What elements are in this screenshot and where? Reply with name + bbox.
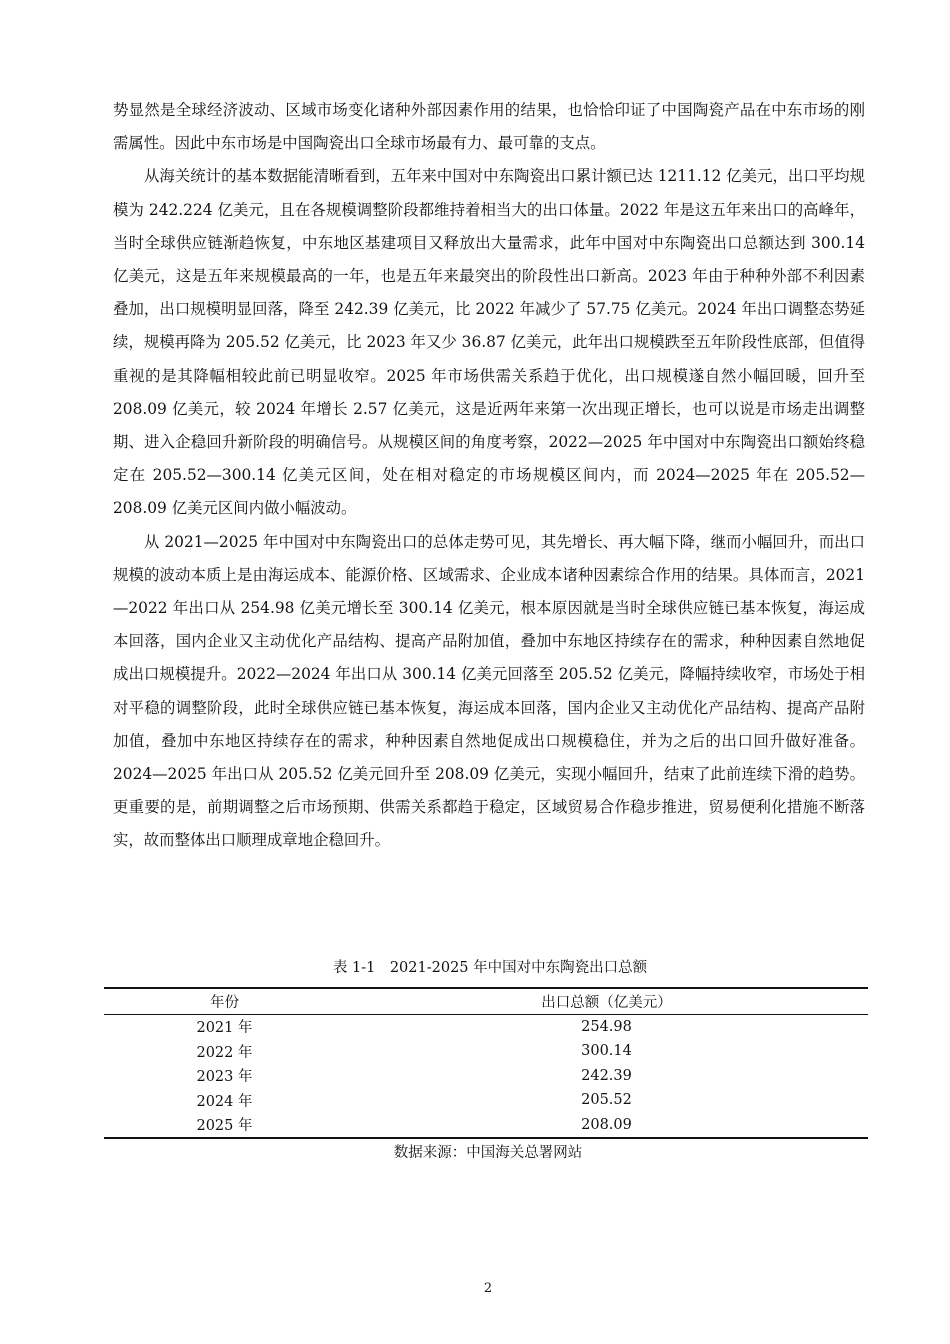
page-number: 2 bbox=[483, 1281, 493, 1296]
cell-export-total: 242.39 bbox=[581, 1067, 632, 1084]
header-year: 年份 bbox=[210, 994, 239, 1011]
paragraph-export-scale: 从海关统计的基本数据能清晰看到，五年来中国对中东陶瓷出口累计额已达 1211.12 亿美元，出口平均规模为 242.224 亿美元，且在各规模调整阶段都维持着相当大的出口体量。2022 年是这五年来出口的高峰年，当时全球供应链渐趋恢复，中东地区基建项目又释放出大量需求，此年中国对中东陶瓷出口总额达到 300.14 亿美元，这是五年来规模最高的一年，也是五年来最突出的阶段性出口新高。2023 年由于种种外部不利因素叠加，出口规模明显回落，降至 242.39 亿美元，比 2022 年减少了 57.75 亿美元。2024 年出口调整态势延续，规模再降为 205.52 亿美元，比 2023 年又少 36.87 亿美元，此年出口规模跌至五年阶段性底部，但值得重视的是其降幅相较此前已明显收窄。2025 年市场供需关系趋于优化，出口规模遂自然小幅回暖，回升至 208.09 亿美元，较 2024 年增长 2.57 亿美元，这是近两年来第一次出现正增长，也可以说是市场走出调整期、进入企稳回升新阶段的明确信号。从规模区间的角度考察，2022—2025 年中国对中东陶瓷出口额始终稳定在 205.52—300.14 亿美元区间，处在相对稳定的市场规模区间内，而 2024—2025 年在 205.52—208.09 亿美元区间内做小幅波动。 bbox=[113, 167, 865, 518]
cell-year: 2024 年 bbox=[196, 1093, 253, 1110]
cell-year: 2025 年 bbox=[196, 1118, 253, 1135]
cell-year: 2022 年 bbox=[196, 1044, 253, 1061]
header-export-total: 出口总额（亿美元） bbox=[541, 994, 672, 1011]
table-row bbox=[104, 1014, 868, 1039]
table-row bbox=[104, 1113, 868, 1139]
cell-export-total: 254.98 bbox=[581, 1018, 632, 1035]
cell-year: 2021 年 bbox=[196, 1020, 253, 1037]
cell-export-total: 300.14 bbox=[581, 1043, 632, 1060]
paragraph-export-trend: 从 2021—2025 年中国对中东陶瓷出口的总体走势可见，其先增长、再大幅下降，继而小幅回升，而出口规模的波动本质上是由海运成本、能源价格、区域需求、企业成本诸种因素综合作用的结果。具体而言，2021—2022 年出口从 254.98 亿美元增长至 300.14 亿美元，根本原因就是当时全球供应链已基本恢复，海运成本回落，国内企业又主动优化产品结构、提高产品附加值，叠加中东地区持续存在的需求，种种因素自然地促成出口规模提升。2022—2024 年出口从 300.14 亿美元回落至 205.52 亿美元，降幅持续收窄，市场处于相对平稳的调整阶段，此时全球供应链已基本恢复，海运成本回落，国内企业又主动优化产品结构、提高产品附加值，叠加中东地区持续存在的需求，种种因素自然地促成出口规模稳住，并为之后的出口回升做好准备。2024—2025 年出口从 205.52 亿美元回升至 208.09 亿美元，实现小幅回升，结束了此前连续下滑的趋势。更重要的是，前期调整之后市场预期、供需关系都趋于稳定，区域贸易合作稳步推进，贸易便利化措施不断落实，故而整体出口顺理成章地企稳回升。 bbox=[113, 532, 865, 850]
table-row bbox=[104, 1039, 868, 1064]
table-row bbox=[104, 1088, 868, 1113]
cell-export-total: 205.52 bbox=[581, 1092, 632, 1109]
table-row bbox=[104, 1064, 868, 1089]
data-source-note: 数据来源：中国海关总署网站 bbox=[393, 1145, 583, 1161]
table-title: 表 1-1 2021-2025 年中国对中东陶瓷出口总额 bbox=[332, 960, 648, 976]
body-text bbox=[113, 94, 865, 858]
cell-export-total: 208.09 bbox=[581, 1116, 632, 1133]
cell-year: 2023 年 bbox=[196, 1069, 253, 1086]
export-table bbox=[104, 987, 868, 1139]
table-header-row bbox=[104, 988, 868, 1014]
paragraph-continuation: 势显然是全球经济波动、区域市场变化诸种外部因素作用的结果，也恰恰印证了中国陶瓷产品在中东市场的刚需属性。因此中东市场是中国陶瓷出口全球市场最有力、最可靠的支点。 bbox=[113, 101, 865, 153]
